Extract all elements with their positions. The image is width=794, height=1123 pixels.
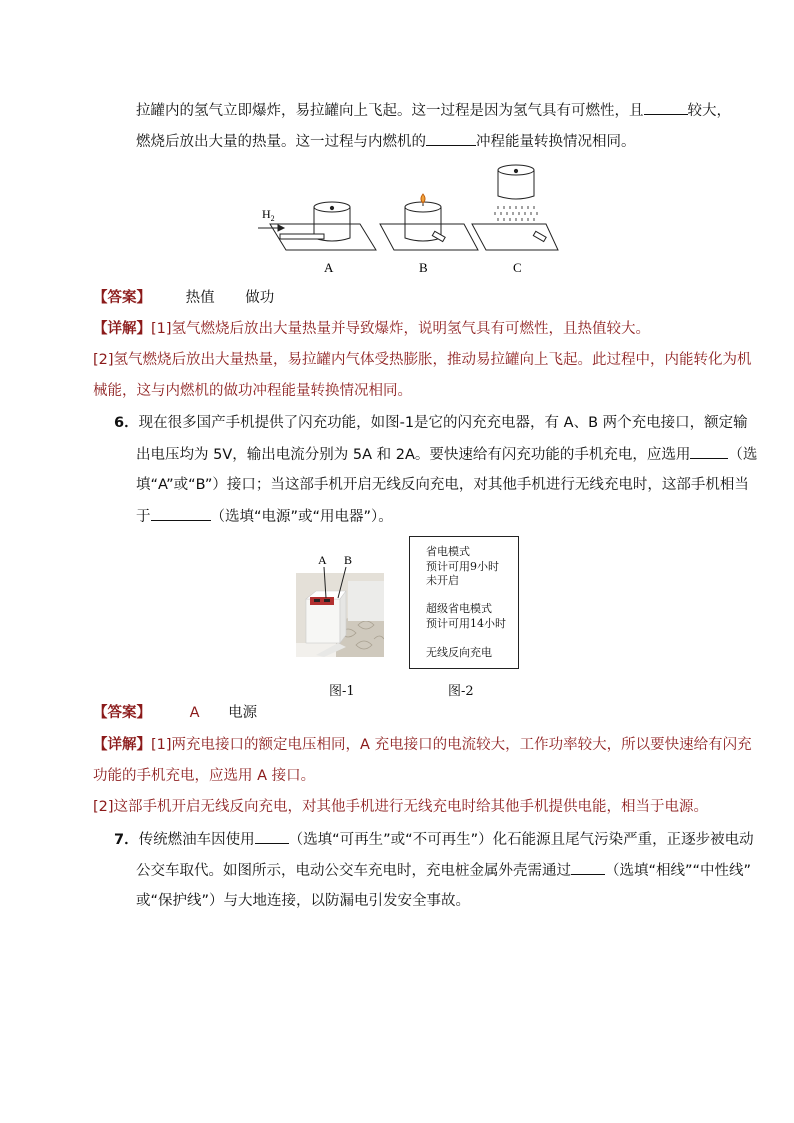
setup-c xyxy=(472,165,558,250)
q6-answer-line xyxy=(93,703,257,723)
answer-tag: 【答案】 xyxy=(93,705,151,721)
q5-line-1 xyxy=(136,100,731,121)
detail-tag: 【详解】 xyxy=(93,321,151,337)
port-pointers xyxy=(310,550,370,600)
answer-1: 热值 xyxy=(185,290,215,306)
can-experiment-figure xyxy=(250,158,560,282)
q6-text: 于 xyxy=(136,509,151,525)
q6-detail-2: [2]这部手机开启无线反向充电，对其他手机进行无线充电时给其他手机提供电能，相当于电源。 xyxy=(93,799,709,815)
q6-line-1 xyxy=(114,413,748,433)
port-a-label: A xyxy=(318,553,327,567)
q5-text: 冲程能量转换情况相同。 xyxy=(476,134,636,150)
label-c: C xyxy=(513,260,522,275)
q6-detail-1b: 功能的手机充电，应选用 A 接口。 xyxy=(93,768,316,784)
q5-answer-line xyxy=(93,288,274,308)
q5-detail-2b: 械能，这与内燃机的做功冲程能量转换情况相同。 xyxy=(93,383,412,399)
q7-text: （选填“相线”“中性线” xyxy=(605,863,752,879)
setting-text: 省电模式 xyxy=(426,545,470,558)
setting-text: 超级省电模式 xyxy=(426,602,492,615)
q7-text: （选填“可再生”或“不可再生”）化石能源且尾气污染严重，正逐步被电动 xyxy=(288,832,754,848)
question-number: 7． xyxy=(114,832,139,848)
settings-panel xyxy=(409,536,519,669)
answer-2: 电源 xyxy=(228,705,258,721)
fig1-caption: 图-1 xyxy=(329,684,355,699)
q5-text: 较大， xyxy=(687,103,731,119)
setting-text: 未开启 xyxy=(426,574,459,587)
setup-a xyxy=(258,202,376,250)
blank-3 xyxy=(690,444,728,459)
q7-line-1 xyxy=(114,829,754,850)
q5-line-2 xyxy=(136,131,636,152)
port-b-label: B xyxy=(344,553,353,567)
debris-marks xyxy=(495,206,537,221)
q6-text: 出电压均为 5V，输出电流分别为 5A 和 2A。要快速给有闪充功能的手机充电，应选用 xyxy=(136,447,691,463)
label-b: B xyxy=(419,260,428,275)
q5-text: 燃烧后放出大量的热量。这一过程与内燃机的 xyxy=(136,134,426,150)
q5-text: 拉罐内的氢气立即爆炸，易拉罐向上飞起。这一过程是因为氢气具有可燃性，且 xyxy=(136,103,644,119)
q5-detail-2a: [2]氢气燃烧后放出大量热量，易拉罐内气体受热膨胀，推动易拉罐向上飞起。此过程中，内能转化为机 xyxy=(93,352,752,368)
setting-text: 预计可用9小时 xyxy=(426,559,499,573)
h2-label: $H_2$ xyxy=(262,207,275,223)
q6-line-3: 填“A”或“B”）接口；当这部手机开启无线反向充电，对其他手机进行无线充电时，这部手机相当 xyxy=(136,477,749,493)
detail-text: [1]氢气燃烧后放出大量热量并导致爆炸，说明氢气具有可燃性，且热值较大。 xyxy=(151,321,651,337)
detail-text: [1]两充电接口的额定电压相同，A 充电接口的电流较大，工作功率较大，所以要快速给有闪充 xyxy=(151,737,752,753)
reverse-charging-text: 无线反向充电 xyxy=(426,646,492,659)
q7-line-2 xyxy=(136,860,751,881)
q6-line-2 xyxy=(136,444,757,465)
answer-tag: 【答案】 xyxy=(93,290,151,306)
q7-line-3: 或“保护线”）与大地连接，以防漏电引发安全事故。 xyxy=(136,893,471,909)
q7-text: 传统燃油车因使用 xyxy=(138,832,255,848)
setup-b xyxy=(380,194,478,250)
q6-line-4 xyxy=(136,506,393,527)
power-saving-group xyxy=(426,545,499,589)
question-number: 6． xyxy=(114,415,139,431)
q6-detail-1a xyxy=(93,735,752,755)
blank-2 xyxy=(426,131,476,146)
q6-text: （选 xyxy=(728,447,758,463)
super-power-saving-group xyxy=(426,602,506,631)
detail-tag: 【详解】 xyxy=(93,737,151,753)
fig2-caption: 图-2 xyxy=(448,684,474,699)
q6-text: （选填“电源”或“用电器”）。 xyxy=(210,509,393,525)
blank-6 xyxy=(571,860,605,875)
q6-text: 现在很多国产手机提供了闪充功能，如图-1是它的闪充充电器，有 A、B 两个充电接口，额定输 xyxy=(138,415,748,431)
label-a: A xyxy=(324,260,334,275)
answer-1: A xyxy=(189,705,200,721)
blank-4 xyxy=(151,506,211,521)
answer-2: 做功 xyxy=(245,290,275,306)
blank-1 xyxy=(644,100,688,115)
q7-text: 公交车取代。如图所示，电动公交车充电时，充电桩金属外壳需通过 xyxy=(136,863,571,879)
setting-text: 预计可用14小时 xyxy=(426,616,506,630)
blank-5 xyxy=(255,829,289,844)
q5-detail-1 xyxy=(93,319,650,339)
